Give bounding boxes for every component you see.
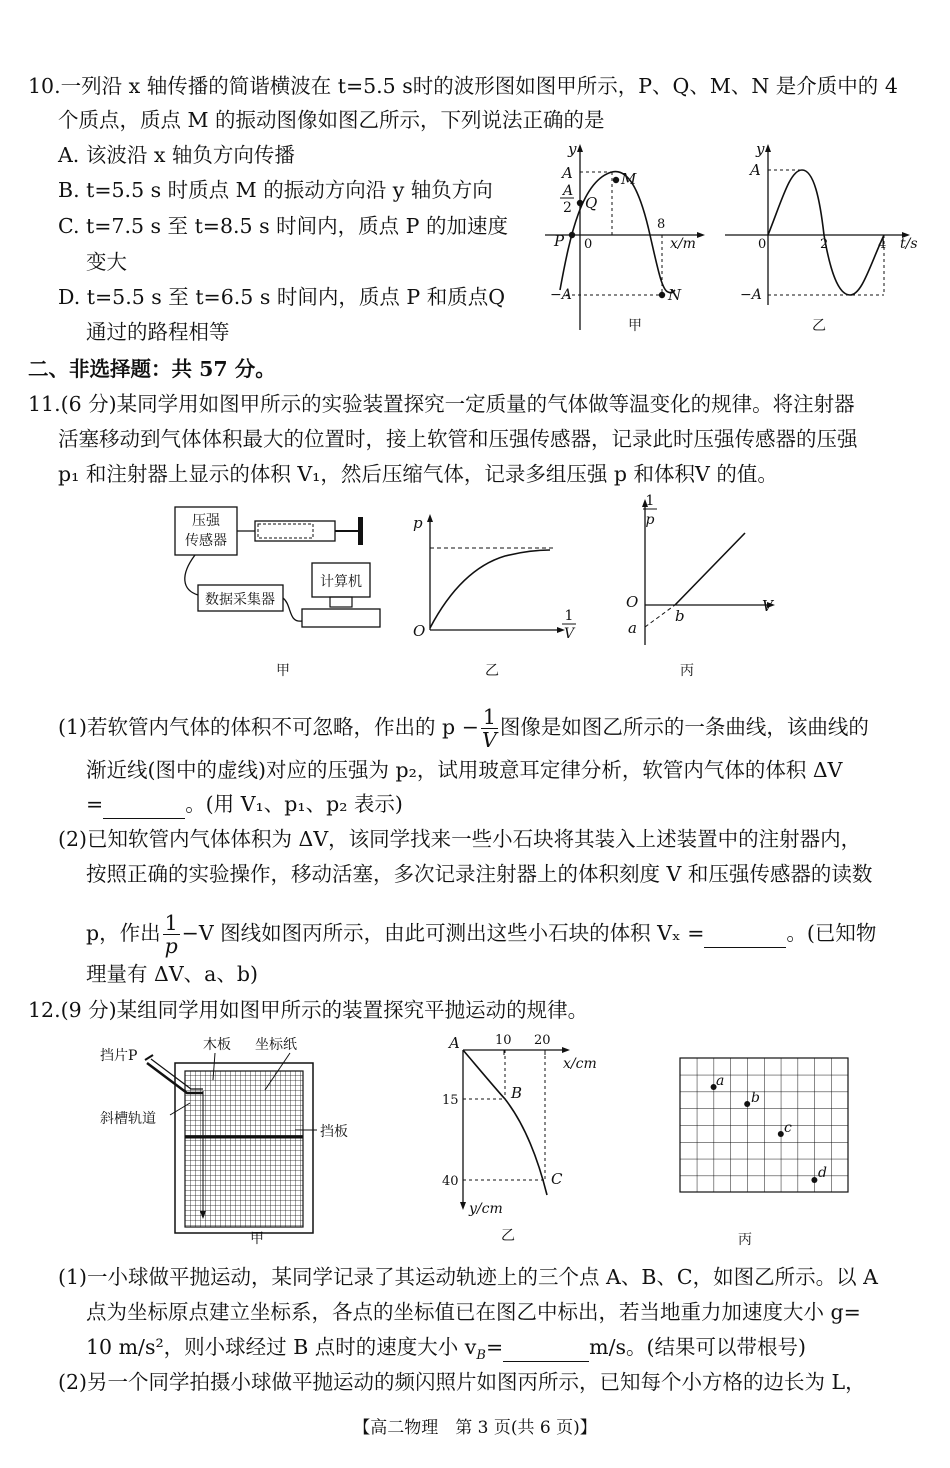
tick-10: 10 [495,1033,512,1048]
q10-option-d: D. t=5.5 s 至 t=6.5 s 时间内，质点 P 和质点Q [58,285,506,309]
t-unit: t/s [900,236,918,252]
q10-vibration-figure [720,140,930,340]
page-footer: 【高二物理 第 3 页(共 6 页)】 [353,1418,597,1438]
tick-2: 2 [820,237,829,252]
q10-option-d-cont: 通过的路程相等 [86,320,230,344]
d-label: d [818,1165,827,1181]
sine-curve [768,170,887,295]
q12-part1-text-a: 10 m/s²，则小球经过 B 点时的速度大小 v [86,1335,477,1359]
point-d [811,1177,817,1183]
q11-stem-line3: p₁ 和注射器上显示的体积 V₁，然后压缩气体，记录多组压强 p 和体积V 的值。 [58,462,778,486]
q12-part1-line1: (1)一小球做平抛运动，某同学记录了其运动轨迹上的三个点 A、B、C，如图乙所示。以 A [58,1265,878,1289]
board-label: 木板 [203,1037,231,1053]
a-label: A [750,161,761,179]
q11-part2-line2: 按照正确的实验操作，移动活塞，多次记录注射器上的体积刻度 V 和压强传感器的读数 [86,862,873,886]
tick-8: 8 [657,217,666,232]
point-n [659,292,665,298]
answer-blank-3[interactable] [503,1333,589,1362]
q11-part1-line2: 渐近线(图中的虚线)对应的压强为 p₂，试用玻意耳定律分析，软管内气体的体积 ΔV [86,758,843,782]
wave-curve [560,172,675,293]
q11-part2-fraction [163,912,180,957]
q11-part2-line3 [86,912,876,957]
caption: 丙 [680,663,694,679]
q10-stem-line1: 10.一列沿 x 轴传播的简谐横波在 t=5.5 s时的波形图如图甲所示，P、Q、M、N 是介质中的 4 [28,74,898,98]
a-label: A [449,1034,460,1052]
q11-part1-line1 [58,706,869,751]
y-label: y [568,140,577,158]
q-label: Q [585,194,598,212]
fraction-num: 1 [482,705,496,729]
q10-option-c-cont: 变大 [86,250,127,274]
origin-label: O [626,593,639,611]
c-label: c [784,1120,792,1136]
q10-wave-figure [540,140,720,340]
c-label: C [551,1170,563,1188]
q11-part2-text-a: p，作出 [86,921,161,945]
q11-apparatus-figure [170,505,390,685]
tick-15: 15 [442,1093,459,1108]
x-label-den: V [563,626,575,642]
neg-a-label: −A [550,287,572,303]
caption: 乙 [501,1228,515,1244]
m-label: M [621,170,637,188]
q11-stem-line2: 活塞移动到气体体积最大的位置时，接上软管和压强传感器，记录此时压强传感器的压强 [58,427,858,451]
n-label: N [668,286,682,304]
x-unit: x/cm [563,1056,597,1072]
q11-part2-line4: 理量有 ΔV、a、b) [86,962,258,986]
q11-part1-text-b: 图像是如图乙所示的一条曲线，该曲线的 [499,715,869,739]
q12-part1-line3 [86,1333,806,1370]
origin-label: O [413,622,426,640]
trajectory-curve [463,1050,547,1195]
curve [430,550,550,628]
a-label: a [628,619,637,637]
b-label: b [675,607,685,625]
q12-part2-line1: (2)另一个同学拍摄小球做平抛运动的频闪照片如图丙所示，已知每个小方格的边长为 L， [58,1370,866,1394]
a-label: A [562,164,573,182]
half-a-num: A [563,183,574,199]
x-unit: x/m [670,236,696,252]
point-c [778,1131,784,1137]
q11-part2-text-b: −V 图线如图丙所示，由此可测出这些小石块的体积 Vₓ = [181,921,705,945]
half-a-den: 2 [563,200,572,216]
sensor-label-1: 压强 [192,513,220,529]
a-label: a [716,1073,725,1089]
caption: 乙 [485,663,499,679]
caption: 甲 [250,1231,264,1247]
q11-inverse-p-v-figure [620,495,790,685]
q11-p-inverse-v-figure [405,510,585,685]
b-label: B [511,1084,523,1102]
point-p [569,232,575,238]
q10-option-a: A. 该波沿 x 轴负方向传播 [58,143,295,167]
plate-label: 挡板 [320,1124,348,1140]
q12-apparatus-figure [95,1035,365,1255]
y-unit: y/cm [469,1201,503,1217]
q12-strobe-grid-figure [680,1058,860,1248]
extrapolated-line [645,605,675,627]
q12-trajectory-figure [435,1030,615,1250]
q11-part1-text-a: (1)若软管内气体的体积不可忽略，作出的 p − [58,715,479,739]
point-b [744,1101,750,1107]
q11-part2-text-c: 。(已知物 [786,921,877,945]
q11-part1-eq: = [86,792,104,816]
data-line [675,533,745,605]
q11-part1-line3 [86,790,403,819]
track-label: 斜槽轨道 [100,1111,156,1127]
tick-40: 40 [442,1174,459,1189]
tick-20: 20 [534,1033,551,1048]
q10-option-c: C. t=7.5 s 至 t=8.5 s 时间内，质点 P 的加速度 [58,214,508,238]
b-label: b [751,1090,760,1106]
caption: 甲 [628,318,642,334]
v-label: V [762,597,773,615]
y-label-den: p [645,512,655,528]
q12-stem: 12.(9 分)某组同学用如图甲所示的装置探究平抛运动的规律。 [28,998,589,1022]
q10-option-b: B. t=5.5 s 时质点 M 的振动方向沿 y 轴负方向 [58,178,493,202]
q11-part1-tail: 。(用 V₁、p₁、p₂ 表示) [185,792,403,816]
q12-part1-eq: = [485,1335,504,1359]
q11-stem-line1: 11.(6 分)某同学用如图甲所示的实验装置探究一定质量的气体做等温变化的规律。将注射器 [28,392,855,416]
p-label: P [554,232,565,250]
q11-part2-line1: (2)已知软管内气体体积为 ΔV，该同学找来一些小石块将其装入上述装置中的注射器内， [58,827,862,851]
q10-stem-line2: 个质点，质点 M 的振动图像如图乙所示，下列说法正确的是 [58,108,605,132]
q11-part1-fraction [481,706,498,751]
point-q [577,200,583,206]
section-heading: 二、非选择题：共 57 分。 [28,357,276,381]
computer-label: 计算机 [320,574,362,590]
y-label: y [756,140,765,158]
caption: 乙 [812,318,826,334]
caption: 丙 [738,1232,752,1248]
keyboard [302,609,380,627]
y-label-num: 1 [645,493,655,509]
fraction-num: 1 [164,911,178,935]
answer-blank-2[interactable] [704,919,786,948]
x-label-num: 1 [564,608,574,624]
q12-part1-tail: m/s。(结果可以带根号) [589,1335,807,1359]
collector-label: 数据采集器 [205,592,275,608]
caption: 甲 [276,663,290,679]
paper-label: 坐标纸 [255,1037,297,1053]
q12-subscript: B [476,1348,486,1364]
fraction-den: p [164,934,178,958]
point-m [613,177,619,183]
plunger-handle [358,517,363,545]
origin-label: 0 [584,237,593,252]
sensor-label-2: 传感器 [185,533,227,549]
origin-label: 0 [758,237,767,252]
q12-part1-line2: 点为坐标原点建立坐标系，各点的坐标值已在图乙中标出，若当地重力加速度大小 g= [86,1300,861,1324]
tick-4: 4 [878,237,887,252]
neg-a-label: −A [740,287,762,303]
p-label: p [413,514,423,532]
answer-blank-1[interactable] [103,790,185,819]
stopper-label: 挡片P [100,1048,138,1064]
fraction-den: V [481,728,497,752]
